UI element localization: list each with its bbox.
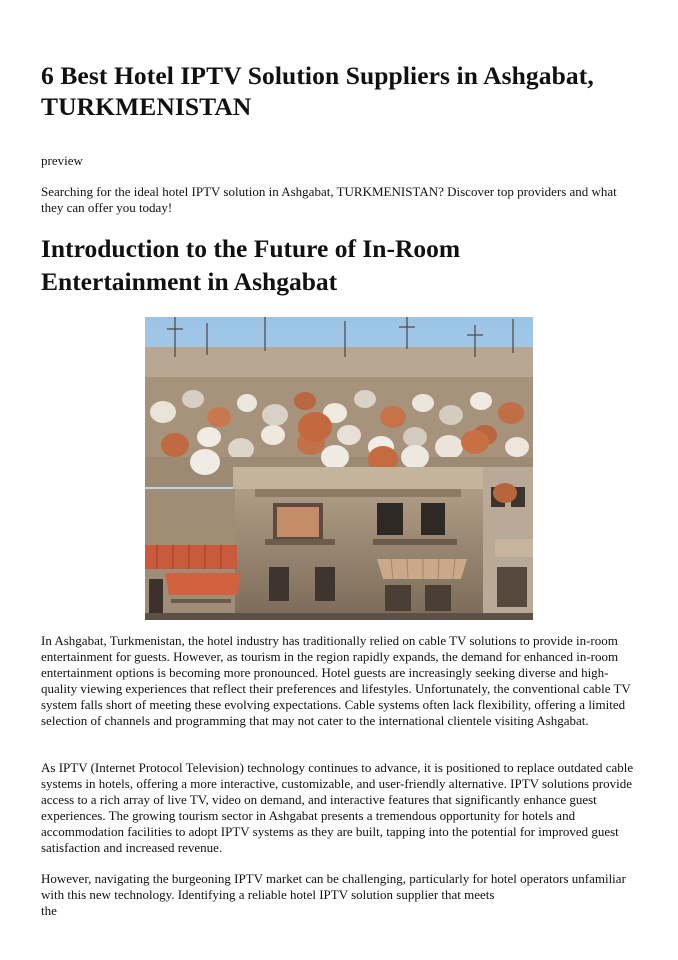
intro-paragraph: Searching for the ideal hotel IPTV solution in Ashgabat, TURKMENISTAN? Discover top providers and what they can offer you today! [41,184,617,215]
satellite-dishes-illustration [145,317,533,620]
body-paragraph-3 [41,871,639,919]
preview-label: preview [41,153,83,168]
page-title: 6 Best Hotel IPTV Solution Suppliers in Ashgabat, TURKMENISTAN [41,61,594,121]
body-paragraph-3-text: However, navigating the burgeoning IPTV market can be challenging, particularly for hotel operators unfamiliar with this new technology. Identifying a reliable hotel IPTV solution supplier that meets [41,871,626,902]
trailing-word: the [41,902,57,918]
body-paragraph-2: As IPTV (Internet Protocol Television) technology continues to advance, it is positioned to replace outdated cable systems in hotels, offering a more interactive, customizable, and user-friendly alternative. IPTV solutions provide access to a rich array of live TV, video on demand, and interactive features that significantly enhance guest experiences. The growing tourism sector in Ashgabat presents a tremendous opportunity for hotels and accommodation facilities to adopt IPTV systems as they are built, tapping into the potential for improved guest satisfaction and increased revenue. [41,760,634,855]
rooftop-satellite-image [145,317,533,620]
section-heading: Introduction to the Future of In-Room Entertainment in Ashgabat [41,234,461,296]
body-paragraph-1: In Ashgabat, Turkmenistan, the hotel industry has traditionally relied on cable TV solutions to provide in-room entertainment for guests. However, as tourism in the region rapidly expands, the demand for enhanced in-room entertainment options is becoming more pronounced. Hotel guests are increasingly seeking diverse and high-quality viewing experiences that reflect their preferences and lifestyles. Unfortunately, the conventional cable TV system falls short of meeting these evolving expectations. Cable systems often lack flexibility, offering a limited selection of channels and programming that may not cater to the international clientele visiting Ashgabat. [41,633,631,728]
